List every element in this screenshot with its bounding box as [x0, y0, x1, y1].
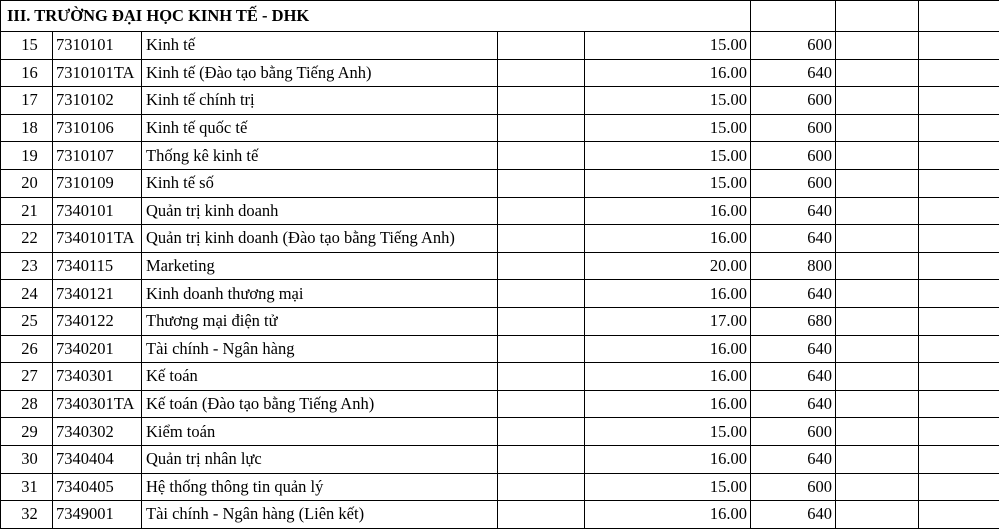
score-cell: 16.00	[585, 197, 751, 225]
score-cell: 20.00	[585, 252, 751, 280]
row-index-cell: 31	[1, 473, 53, 501]
empty-cell	[919, 114, 999, 142]
alt-score-cell: 640	[751, 197, 836, 225]
section-header-row	[1, 1, 999, 32]
empty-cell	[919, 473, 999, 501]
empty-cell	[498, 280, 585, 308]
table-row	[1, 335, 999, 363]
empty-cell	[836, 418, 919, 446]
empty-cell	[836, 142, 919, 170]
empty-cell	[919, 445, 999, 473]
empty-cell	[836, 87, 919, 115]
alt-score-cell: 640	[751, 280, 836, 308]
score-cell: 15.00	[585, 87, 751, 115]
row-index-cell: 24	[1, 280, 53, 308]
score-cell: 16.00	[585, 59, 751, 87]
empty-cell	[919, 280, 999, 308]
empty-cell	[919, 363, 999, 391]
empty-cell	[836, 1, 919, 32]
score-cell: 16.00	[585, 363, 751, 391]
score-cell: 16.00	[585, 225, 751, 253]
major-name-cell: Kinh tế chính trị	[142, 87, 498, 115]
alt-score-cell: 640	[751, 363, 836, 391]
empty-cell	[836, 252, 919, 280]
alt-score-cell: 640	[751, 59, 836, 87]
empty-cell	[919, 142, 999, 170]
table-row	[1, 390, 999, 418]
empty-cell	[836, 501, 919, 529]
row-index-cell: 32	[1, 501, 53, 529]
row-index-cell: 15	[1, 32, 53, 60]
empty-cell	[498, 445, 585, 473]
score-cell: 16.00	[585, 445, 751, 473]
table-row	[1, 32, 999, 60]
table-row	[1, 418, 999, 446]
row-index-cell: 30	[1, 445, 53, 473]
alt-score-cell: 600	[751, 32, 836, 60]
empty-cell	[498, 335, 585, 363]
score-cell: 16.00	[585, 501, 751, 529]
table-row	[1, 169, 999, 197]
major-name-cell: Quản trị kinh doanh	[142, 197, 498, 225]
row-index-cell: 22	[1, 225, 53, 253]
major-name-cell: Quản trị kinh doanh (Đào tạo bằng Tiếng Anh)	[142, 225, 498, 253]
row-index-cell: 18	[1, 114, 53, 142]
empty-cell	[498, 363, 585, 391]
alt-score-cell: 640	[751, 225, 836, 253]
empty-cell	[919, 197, 999, 225]
table-row	[1, 473, 999, 501]
empty-cell	[919, 32, 999, 60]
empty-cell	[498, 225, 585, 253]
alt-score-cell: 640	[751, 445, 836, 473]
empty-cell	[919, 307, 999, 335]
empty-cell	[836, 390, 919, 418]
major-name-cell: Tài chính - Ngân hàng (Liên kết)	[142, 501, 498, 529]
row-index-cell: 27	[1, 363, 53, 391]
empty-cell	[836, 169, 919, 197]
empty-cell	[836, 114, 919, 142]
alt-score-cell: 600	[751, 87, 836, 115]
table-row	[1, 445, 999, 473]
score-cell: 15.00	[585, 473, 751, 501]
major-code-cell: 7340301TA	[53, 390, 142, 418]
major-name-cell: Marketing	[142, 252, 498, 280]
major-code-cell: 7340115	[53, 252, 142, 280]
section-title: III. TRƯỜNG ĐẠI HỌC KINH TẾ - DHK	[1, 1, 751, 32]
major-code-cell: 7340101	[53, 197, 142, 225]
empty-cell	[751, 1, 836, 32]
empty-cell	[498, 501, 585, 529]
major-code-cell: 7340201	[53, 335, 142, 363]
empty-cell	[919, 252, 999, 280]
major-name-cell: Kiểm toán	[142, 418, 498, 446]
empty-cell	[498, 307, 585, 335]
empty-cell	[498, 169, 585, 197]
major-name-cell: Kinh tế	[142, 32, 498, 60]
alt-score-cell: 600	[751, 142, 836, 170]
empty-cell	[498, 87, 585, 115]
table-row	[1, 197, 999, 225]
major-code-cell: 7340302	[53, 418, 142, 446]
major-name-cell: Thương mại điện tử	[142, 307, 498, 335]
empty-cell	[836, 445, 919, 473]
score-cell: 15.00	[585, 142, 751, 170]
major-code-cell: 7340405	[53, 473, 142, 501]
major-name-cell: Kinh doanh thương mại	[142, 280, 498, 308]
major-code-cell: 7310107	[53, 142, 142, 170]
score-cell: 15.00	[585, 169, 751, 197]
score-cell: 15.00	[585, 32, 751, 60]
table-row	[1, 87, 999, 115]
major-name-cell: Kế toán	[142, 363, 498, 391]
row-index-cell: 16	[1, 59, 53, 87]
row-index-cell: 26	[1, 335, 53, 363]
major-name-cell: Kinh tế số	[142, 169, 498, 197]
major-name-cell: Quản trị nhân lực	[142, 445, 498, 473]
empty-cell	[836, 59, 919, 87]
major-code-cell: 7310106	[53, 114, 142, 142]
empty-cell	[836, 197, 919, 225]
table-row	[1, 363, 999, 391]
alt-score-cell: 640	[751, 501, 836, 529]
empty-cell	[498, 59, 585, 87]
row-index-cell: 19	[1, 142, 53, 170]
major-name-cell: Thống kê kinh tế	[142, 142, 498, 170]
empty-cell	[498, 390, 585, 418]
table-row	[1, 307, 999, 335]
table-row	[1, 252, 999, 280]
major-name-cell: Kinh tế (Đào tạo bằng Tiếng Anh)	[142, 59, 498, 87]
empty-cell	[919, 1, 999, 32]
table-row	[1, 114, 999, 142]
alt-score-cell: 800	[751, 252, 836, 280]
empty-cell	[919, 418, 999, 446]
alt-score-cell: 600	[751, 473, 836, 501]
empty-cell	[919, 169, 999, 197]
score-cell: 16.00	[585, 335, 751, 363]
table-row	[1, 59, 999, 87]
alt-score-cell: 640	[751, 390, 836, 418]
empty-cell	[498, 418, 585, 446]
row-index-cell: 29	[1, 418, 53, 446]
score-cell: 17.00	[585, 307, 751, 335]
empty-cell	[836, 473, 919, 501]
major-code-cell: 7310102	[53, 87, 142, 115]
table-row	[1, 225, 999, 253]
major-name-cell: Kế toán (Đào tạo bằng Tiếng Anh)	[142, 390, 498, 418]
major-code-cell: 7340301	[53, 363, 142, 391]
empty-cell	[498, 142, 585, 170]
empty-cell	[919, 59, 999, 87]
major-name-cell: Kinh tế quốc tế	[142, 114, 498, 142]
empty-cell	[919, 87, 999, 115]
empty-cell	[919, 225, 999, 253]
score-cell: 15.00	[585, 114, 751, 142]
empty-cell	[836, 363, 919, 391]
empty-cell	[919, 335, 999, 363]
row-index-cell: 21	[1, 197, 53, 225]
empty-cell	[836, 225, 919, 253]
empty-cell	[498, 473, 585, 501]
empty-cell	[836, 335, 919, 363]
major-name-cell: Hệ thống thông tin quản lý	[142, 473, 498, 501]
major-code-cell: 7340122	[53, 307, 142, 335]
empty-cell	[498, 114, 585, 142]
score-cell: 16.00	[585, 390, 751, 418]
empty-cell	[498, 32, 585, 60]
row-index-cell: 25	[1, 307, 53, 335]
alt-score-cell: 600	[751, 169, 836, 197]
empty-cell	[919, 501, 999, 529]
alt-score-cell: 600	[751, 418, 836, 446]
empty-cell	[498, 252, 585, 280]
score-cell: 16.00	[585, 280, 751, 308]
alt-score-cell: 640	[751, 335, 836, 363]
empty-cell	[836, 307, 919, 335]
alt-score-cell: 600	[751, 114, 836, 142]
table-row	[1, 501, 999, 529]
major-code-cell: 7340121	[53, 280, 142, 308]
alt-score-cell: 680	[751, 307, 836, 335]
empty-cell	[836, 280, 919, 308]
row-index-cell: 20	[1, 169, 53, 197]
score-cell: 15.00	[585, 418, 751, 446]
row-index-cell: 28	[1, 390, 53, 418]
major-name-cell: Tài chính - Ngân hàng	[142, 335, 498, 363]
empty-cell	[919, 390, 999, 418]
row-index-cell: 23	[1, 252, 53, 280]
major-code-cell: 7349001	[53, 501, 142, 529]
major-code-cell: 7310109	[53, 169, 142, 197]
table-row	[1, 280, 999, 308]
major-code-cell: 7340404	[53, 445, 142, 473]
major-code-cell: 7310101	[53, 32, 142, 60]
empty-cell	[498, 197, 585, 225]
row-index-cell: 17	[1, 87, 53, 115]
empty-cell	[836, 32, 919, 60]
major-code-cell: 7340101TA	[53, 225, 142, 253]
major-code-cell: 7310101TA	[53, 59, 142, 87]
table-row	[1, 142, 999, 170]
